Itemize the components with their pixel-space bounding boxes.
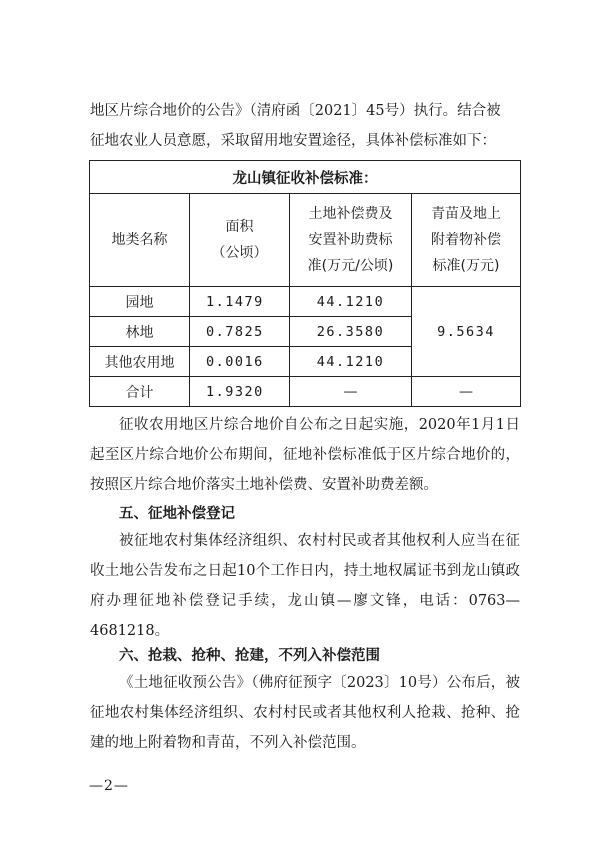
cell-crop-compensation: 9.5634 [412,287,521,377]
cell-land-type: 其他农用地 [90,347,190,377]
intro-line-2: 征地农业人员意愿，采取留用地安置途径，具体补偿标准如下： [90,133,496,149]
cell-rate: 44.1210 [290,347,412,377]
paragraph-land-price: 征收农用地区片综合地价自公布之日起实施，2020年1月1日起至区片综合地价公布期间，征地补偿标准低于区片综合地价的，按照区片综合地价落实土地补偿费、安置补助费差额。 [90,417,520,493]
cell-land-type: 园地 [90,287,190,317]
cell-rate: 44.1210 [290,287,412,317]
page-number: —2— [89,778,129,794]
section-6-body: 《土地征收预公告》（佛府征预字〔2023〕10号）公布后，被征地农村集体经济组织、农村村民或者其他权利人抢栽、抢种、抢建的地上附着物和青苗，不列入补偿范围。 [90,675,520,751]
cell-total-label: 合计 [90,377,190,407]
cell-area: 1.1479 [190,287,290,317]
table-title: 龙山镇征收补偿标准： [90,161,521,194]
section-5-heading: 五、征地补偿登记 [119,506,235,522]
cell-total-crop: — [412,377,521,407]
intro-text [90,96,520,156]
section-6-heading: 六、抢栽、抢种、抢建，不列入补偿范围 [119,648,380,664]
cell-area: 0.0016 [190,347,290,377]
cell-area: 0.7825 [190,317,290,347]
cell-total-rate: — [290,377,412,407]
header-area: 面积 （公顷） [190,194,290,287]
header-land-type: 地类名称 [90,194,190,287]
header-land-compensation: 土地补偿费及 安置补助费标 准(万元/公顷) [290,194,412,287]
section-5-body: 被征地农村集体经济组织、农村村民或者其他权利人应当在征收土地公告发布之日起10个工作日内，持土地权属证书到龙山镇政府办理征地补偿登记手续，龙山镇—廖文锋，电话：0763—4681218。 [90,533,520,639]
intro-line-1: 地区片综合地价的公告》（清府函〔2021〕45号）执行。结合被 [90,103,501,119]
table-total-row [90,377,521,407]
cell-land-type: 林地 [90,317,190,347]
cell-rate: 26.3580 [290,317,412,347]
table-row [90,287,521,317]
compensation-table [89,160,521,407]
header-crop-compensation: 青苗及地上 附着物补偿 标准(万元) [412,194,521,287]
cell-total-area: 1.9320 [190,377,290,407]
